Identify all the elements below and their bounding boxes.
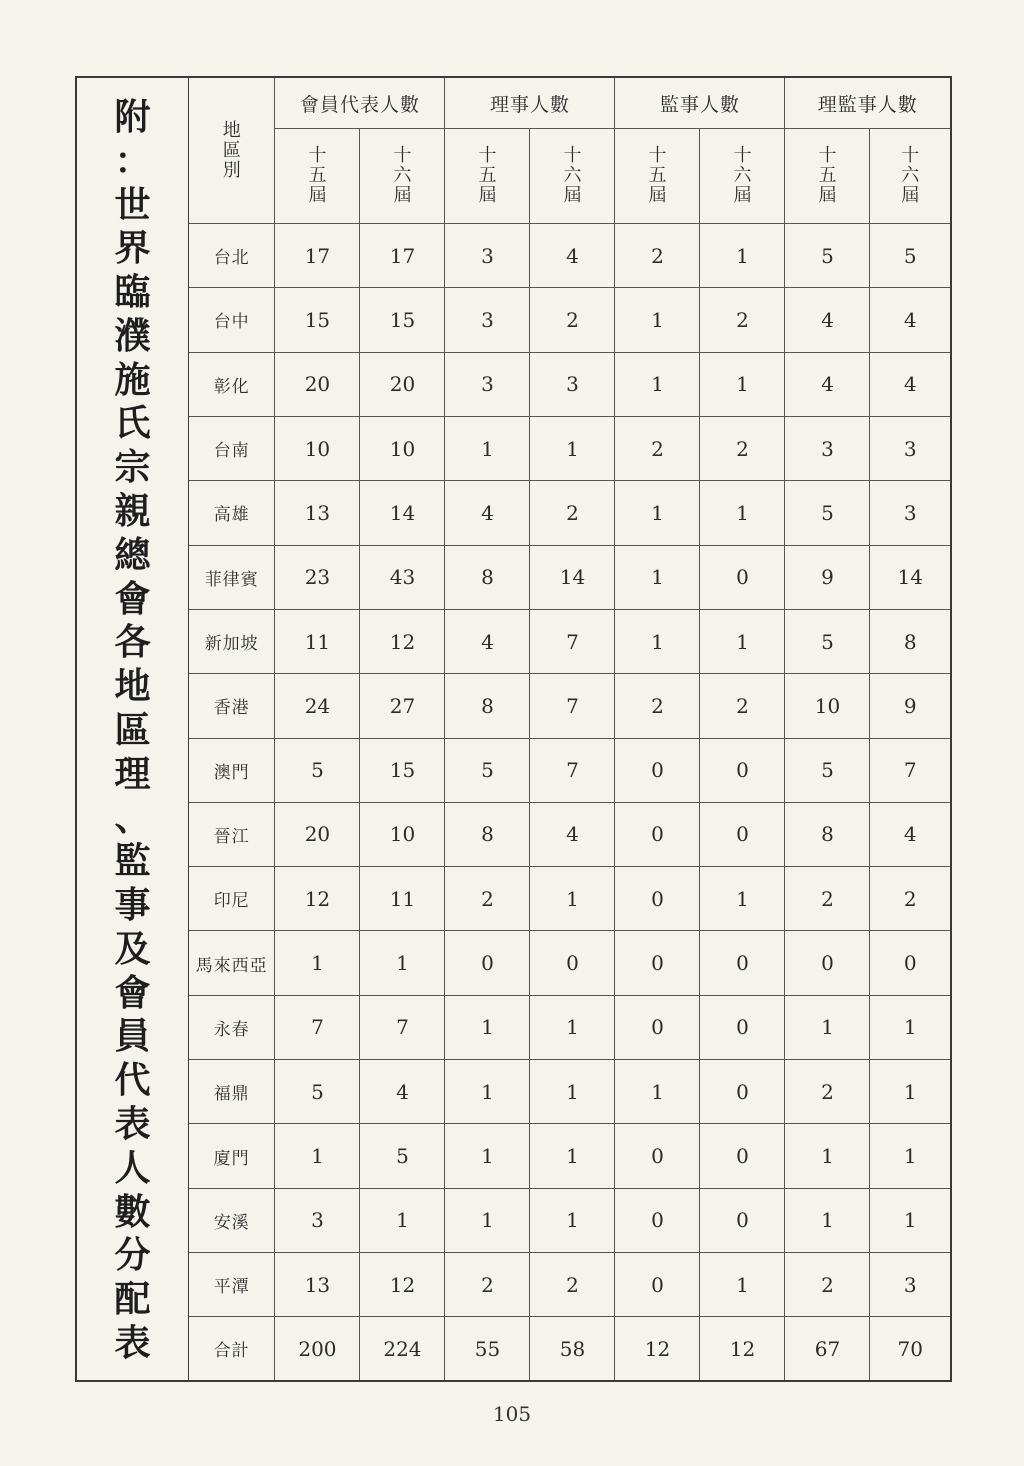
value-cell: 2: [530, 288, 615, 352]
region-cell: 永春: [189, 995, 275, 1059]
region-cell: 菲律賓: [189, 545, 275, 609]
title-char: 世: [114, 184, 151, 226]
term-header-char: 六: [901, 165, 920, 186]
term-header-row: [189, 129, 950, 224]
region-cell: 台南: [189, 416, 275, 480]
value-cell: 10: [360, 416, 445, 480]
term-header-char: 屆: [478, 185, 497, 206]
title-char: 、: [114, 797, 151, 839]
value-cell: 3: [275, 1188, 360, 1252]
value-cell: 0: [785, 931, 870, 995]
value-cell: 5: [785, 609, 870, 673]
value-cell: 0: [700, 545, 785, 609]
table-row: [189, 802, 950, 866]
value-cell: 4: [530, 224, 615, 288]
value-cell: 0: [615, 802, 700, 866]
value-cell: 1: [530, 416, 615, 480]
title-char: 表: [114, 1322, 151, 1364]
term-header: [445, 129, 530, 224]
value-cell: 3: [870, 1253, 950, 1317]
value-cell: 7: [530, 609, 615, 673]
region-column-header: [189, 78, 275, 224]
value-cell: 55: [445, 1317, 530, 1380]
value-cell: 0: [700, 1060, 785, 1124]
value-cell: 2: [445, 867, 530, 931]
value-cell: 3: [445, 224, 530, 288]
value-cell: 17: [360, 224, 445, 288]
table-row: [189, 352, 950, 416]
title-char: 員: [114, 1016, 151, 1058]
term-header-char: 十: [818, 145, 837, 166]
region-cell: 彰化: [189, 352, 275, 416]
value-cell: 3: [870, 416, 950, 480]
value-cell: 12: [700, 1317, 785, 1380]
table-row: [189, 1188, 950, 1252]
value-cell: 15: [275, 288, 360, 352]
value-cell: 2: [870, 867, 950, 931]
title-char: 總: [114, 534, 151, 576]
group-header-supervisors: 監事人數: [615, 78, 785, 129]
title-char: 施: [114, 359, 151, 401]
value-cell: 3: [785, 416, 870, 480]
value-cell: 0: [615, 1124, 700, 1188]
table-row: [189, 995, 950, 1059]
region-header-char: 區: [222, 139, 241, 161]
value-cell: 5: [360, 1124, 445, 1188]
allocation-table: [189, 78, 950, 1380]
title-char: ：: [114, 140, 151, 182]
value-cell: 5: [785, 481, 870, 545]
value-cell: 2: [785, 1253, 870, 1317]
value-cell: 0: [445, 931, 530, 995]
value-cell: 20: [275, 352, 360, 416]
value-cell: 1: [700, 352, 785, 416]
value-cell: 12: [615, 1317, 700, 1380]
value-cell: 2: [615, 416, 700, 480]
value-cell: 4: [870, 352, 950, 416]
value-cell: 2: [530, 481, 615, 545]
region-cell: 馬來西亞: [189, 931, 275, 995]
region-cell: 晉江: [189, 802, 275, 866]
value-cell: 1: [700, 867, 785, 931]
value-cell: 1: [785, 1124, 870, 1188]
title-char: 地: [114, 666, 151, 708]
value-cell: 0: [870, 931, 950, 995]
group-header-members: 會員代表人數: [275, 78, 445, 129]
value-cell: 0: [615, 738, 700, 802]
value-cell: 2: [530, 1253, 615, 1317]
region-cell: 台北: [189, 224, 275, 288]
value-cell: 1: [615, 288, 700, 352]
region-cell: 香港: [189, 674, 275, 738]
value-cell: 1: [530, 1060, 615, 1124]
value-cell: 4: [445, 609, 530, 673]
region-cell: 新加坡: [189, 609, 275, 673]
value-cell: 2: [785, 867, 870, 931]
value-cell: 14: [870, 545, 950, 609]
value-cell: 0: [700, 802, 785, 866]
value-cell: 1: [275, 1124, 360, 1188]
value-cell: 0: [700, 1188, 785, 1252]
region-cell: 台中: [189, 288, 275, 352]
value-cell: 10: [360, 802, 445, 866]
value-cell: 0: [615, 1253, 700, 1317]
value-cell: 43: [360, 545, 445, 609]
term-header-char: 十: [733, 145, 752, 166]
value-cell: 1: [530, 995, 615, 1059]
title-char: 濮: [114, 315, 151, 357]
value-cell: 67: [785, 1317, 870, 1380]
value-cell: 20: [275, 802, 360, 866]
region-cell: 澳門: [189, 738, 275, 802]
title-char: 表: [114, 1103, 151, 1145]
term-header: [785, 129, 870, 224]
title-char: 會: [114, 578, 151, 620]
table-row: [189, 674, 950, 738]
term-header-char: 屆: [393, 185, 412, 206]
value-cell: 2: [445, 1253, 530, 1317]
value-cell: 5: [275, 738, 360, 802]
table-row: [189, 224, 950, 288]
term-header-char: 五: [648, 165, 667, 186]
value-cell: 1: [615, 352, 700, 416]
value-cell: 70: [870, 1317, 950, 1380]
term-header-char: 十: [478, 145, 497, 166]
title-char: 代: [114, 1060, 151, 1102]
value-cell: 13: [275, 481, 360, 545]
value-cell: 27: [360, 674, 445, 738]
group-header-directors: 理事人數: [445, 78, 615, 129]
value-cell: 1: [615, 481, 700, 545]
value-cell: 11: [275, 609, 360, 673]
group-header-row: [189, 78, 950, 129]
value-cell: 13: [275, 1253, 360, 1317]
value-cell: 1: [785, 995, 870, 1059]
title-char: 臨: [114, 272, 151, 314]
value-cell: 1: [870, 1188, 950, 1252]
value-cell: 0: [700, 931, 785, 995]
value-cell: 0: [700, 1124, 785, 1188]
term-header: [530, 129, 615, 224]
term-header-char: 十: [308, 145, 327, 166]
value-cell: 1: [870, 995, 950, 1059]
value-cell: 4: [785, 352, 870, 416]
table-row: [189, 609, 950, 673]
value-cell: 7: [360, 995, 445, 1059]
value-cell: 3: [530, 352, 615, 416]
group-header-directors-supervisors: 理監事人數: [785, 78, 950, 129]
value-cell: 15: [360, 738, 445, 802]
table-row: [189, 416, 950, 480]
value-cell: 9: [785, 545, 870, 609]
table-row: [189, 931, 950, 995]
value-cell: 12: [275, 867, 360, 931]
value-cell: 1: [870, 1060, 950, 1124]
value-cell: 3: [445, 288, 530, 352]
region-cell: 安溪: [189, 1188, 275, 1252]
term-header: [275, 129, 360, 224]
value-cell: 5: [870, 224, 950, 288]
value-cell: 1: [445, 1124, 530, 1188]
term-header-char: 屆: [818, 185, 837, 206]
value-cell: 3: [445, 352, 530, 416]
term-header: [700, 129, 785, 224]
value-cell: 8: [445, 674, 530, 738]
value-cell: 1: [360, 1188, 445, 1252]
value-cell: 4: [360, 1060, 445, 1124]
title-char: 各: [114, 622, 151, 664]
term-header-char: 屆: [308, 185, 327, 206]
value-cell: 14: [360, 481, 445, 545]
region-header-char: 地: [222, 119, 241, 141]
table-row: [189, 1060, 950, 1124]
table-row: [189, 545, 950, 609]
value-cell: 4: [445, 481, 530, 545]
value-cell: 2: [615, 674, 700, 738]
value-cell: 8: [785, 802, 870, 866]
page-number: 105: [492, 1402, 532, 1426]
value-cell: 1: [530, 1124, 615, 1188]
value-cell: 1: [615, 1060, 700, 1124]
value-cell: 5: [445, 738, 530, 802]
value-cell: 0: [615, 1188, 700, 1252]
value-cell: 8: [445, 545, 530, 609]
value-cell: 5: [785, 224, 870, 288]
value-cell: 1: [700, 609, 785, 673]
value-cell: 7: [530, 738, 615, 802]
value-cell: 1: [870, 1124, 950, 1188]
value-cell: 1: [445, 1060, 530, 1124]
table-frame: [75, 76, 952, 1382]
value-cell: 5: [785, 738, 870, 802]
value-cell: 1: [445, 1188, 530, 1252]
region-cell: 高雄: [189, 481, 275, 545]
region-cell: 合計: [189, 1317, 275, 1380]
value-cell: 1: [275, 931, 360, 995]
title-char: 區: [114, 709, 151, 751]
value-cell: 4: [870, 288, 950, 352]
value-cell: 20: [360, 352, 445, 416]
region-header-char: 別: [222, 159, 241, 181]
table-row: [189, 288, 950, 352]
value-cell: 10: [275, 416, 360, 480]
title-char: 界: [114, 228, 151, 270]
value-cell: 5: [275, 1060, 360, 1124]
value-cell: 4: [870, 802, 950, 866]
table-body: [189, 224, 950, 1381]
value-cell: 7: [530, 674, 615, 738]
term-header-char: 屆: [563, 185, 582, 206]
value-cell: 200: [275, 1317, 360, 1380]
term-header-char: 屆: [648, 185, 667, 206]
term-header-char: 五: [308, 165, 327, 186]
value-cell: 0: [700, 738, 785, 802]
term-header-char: 十: [393, 145, 412, 166]
value-cell: 2: [700, 416, 785, 480]
term-header-char: 六: [393, 165, 412, 186]
value-cell: 1: [530, 867, 615, 931]
term-header: [615, 129, 700, 224]
title-char: 數: [114, 1191, 151, 1233]
value-cell: 23: [275, 545, 360, 609]
value-cell: 3: [870, 481, 950, 545]
title-char: 理: [114, 753, 151, 795]
title-char: 宗: [114, 447, 151, 489]
region-cell: 福鼎: [189, 1060, 275, 1124]
table-row: [189, 738, 950, 802]
region-cell: 廈門: [189, 1124, 275, 1188]
term-header-char: 六: [563, 165, 582, 186]
value-cell: 15: [360, 288, 445, 352]
term-header-char: 六: [733, 165, 752, 186]
title-char: 分: [114, 1235, 151, 1277]
value-cell: 7: [870, 738, 950, 802]
value-cell: 0: [530, 931, 615, 995]
value-cell: 0: [615, 931, 700, 995]
value-cell: 2: [785, 1060, 870, 1124]
value-cell: 58: [530, 1317, 615, 1380]
value-cell: 8: [870, 609, 950, 673]
value-cell: 12: [360, 1253, 445, 1317]
term-header-char: 五: [478, 165, 497, 186]
table-row: [189, 481, 950, 545]
title-char: 監: [114, 841, 151, 883]
value-cell: 1: [360, 931, 445, 995]
term-header-char: 五: [818, 165, 837, 186]
term-header-char: 十: [563, 145, 582, 166]
value-cell: 1: [615, 545, 700, 609]
value-cell: 2: [700, 674, 785, 738]
title-char: 親: [114, 491, 151, 533]
title-char: 配: [114, 1279, 151, 1321]
title-char: 氏: [114, 403, 151, 445]
value-cell: 10: [785, 674, 870, 738]
title-char: 及: [114, 928, 151, 970]
value-cell: 2: [615, 224, 700, 288]
value-cell: 1: [530, 1188, 615, 1252]
value-cell: 224: [360, 1317, 445, 1380]
value-cell: 11: [360, 867, 445, 931]
value-cell: 4: [530, 802, 615, 866]
value-cell: 0: [615, 995, 700, 1059]
vertical-title: [77, 78, 189, 1380]
value-cell: 1: [445, 995, 530, 1059]
title-char: 人: [114, 1147, 151, 1189]
term-header-char: 屆: [733, 185, 752, 206]
title-char: 會: [114, 972, 151, 1014]
table-row: [189, 1124, 950, 1188]
region-cell: 平潭: [189, 1253, 275, 1317]
value-cell: 1: [615, 609, 700, 673]
value-cell: 17: [275, 224, 360, 288]
term-header-char: 十: [901, 145, 920, 166]
value-cell: 2: [700, 288, 785, 352]
value-cell: 1: [785, 1188, 870, 1252]
value-cell: 12: [360, 609, 445, 673]
value-cell: 4: [785, 288, 870, 352]
value-cell: 1: [700, 1253, 785, 1317]
title-char: 事: [114, 885, 151, 927]
term-header: [360, 129, 445, 224]
term-header-char: 十: [648, 145, 667, 166]
value-cell: 7: [275, 995, 360, 1059]
table-row: [189, 1253, 950, 1317]
value-cell: 1: [700, 481, 785, 545]
value-cell: 0: [615, 867, 700, 931]
title-char: 附: [114, 97, 151, 138]
value-cell: 14: [530, 545, 615, 609]
value-cell: 1: [700, 224, 785, 288]
value-cell: 9: [870, 674, 950, 738]
value-cell: 1: [445, 416, 530, 480]
table-row: [189, 867, 950, 931]
value-cell: 0: [700, 995, 785, 1059]
table-row: [189, 1317, 950, 1380]
value-cell: 8: [445, 802, 530, 866]
term-header-char: 屆: [901, 185, 920, 206]
value-cell: 24: [275, 674, 360, 738]
term-header: [870, 129, 950, 224]
region-cell: 印尼: [189, 867, 275, 931]
